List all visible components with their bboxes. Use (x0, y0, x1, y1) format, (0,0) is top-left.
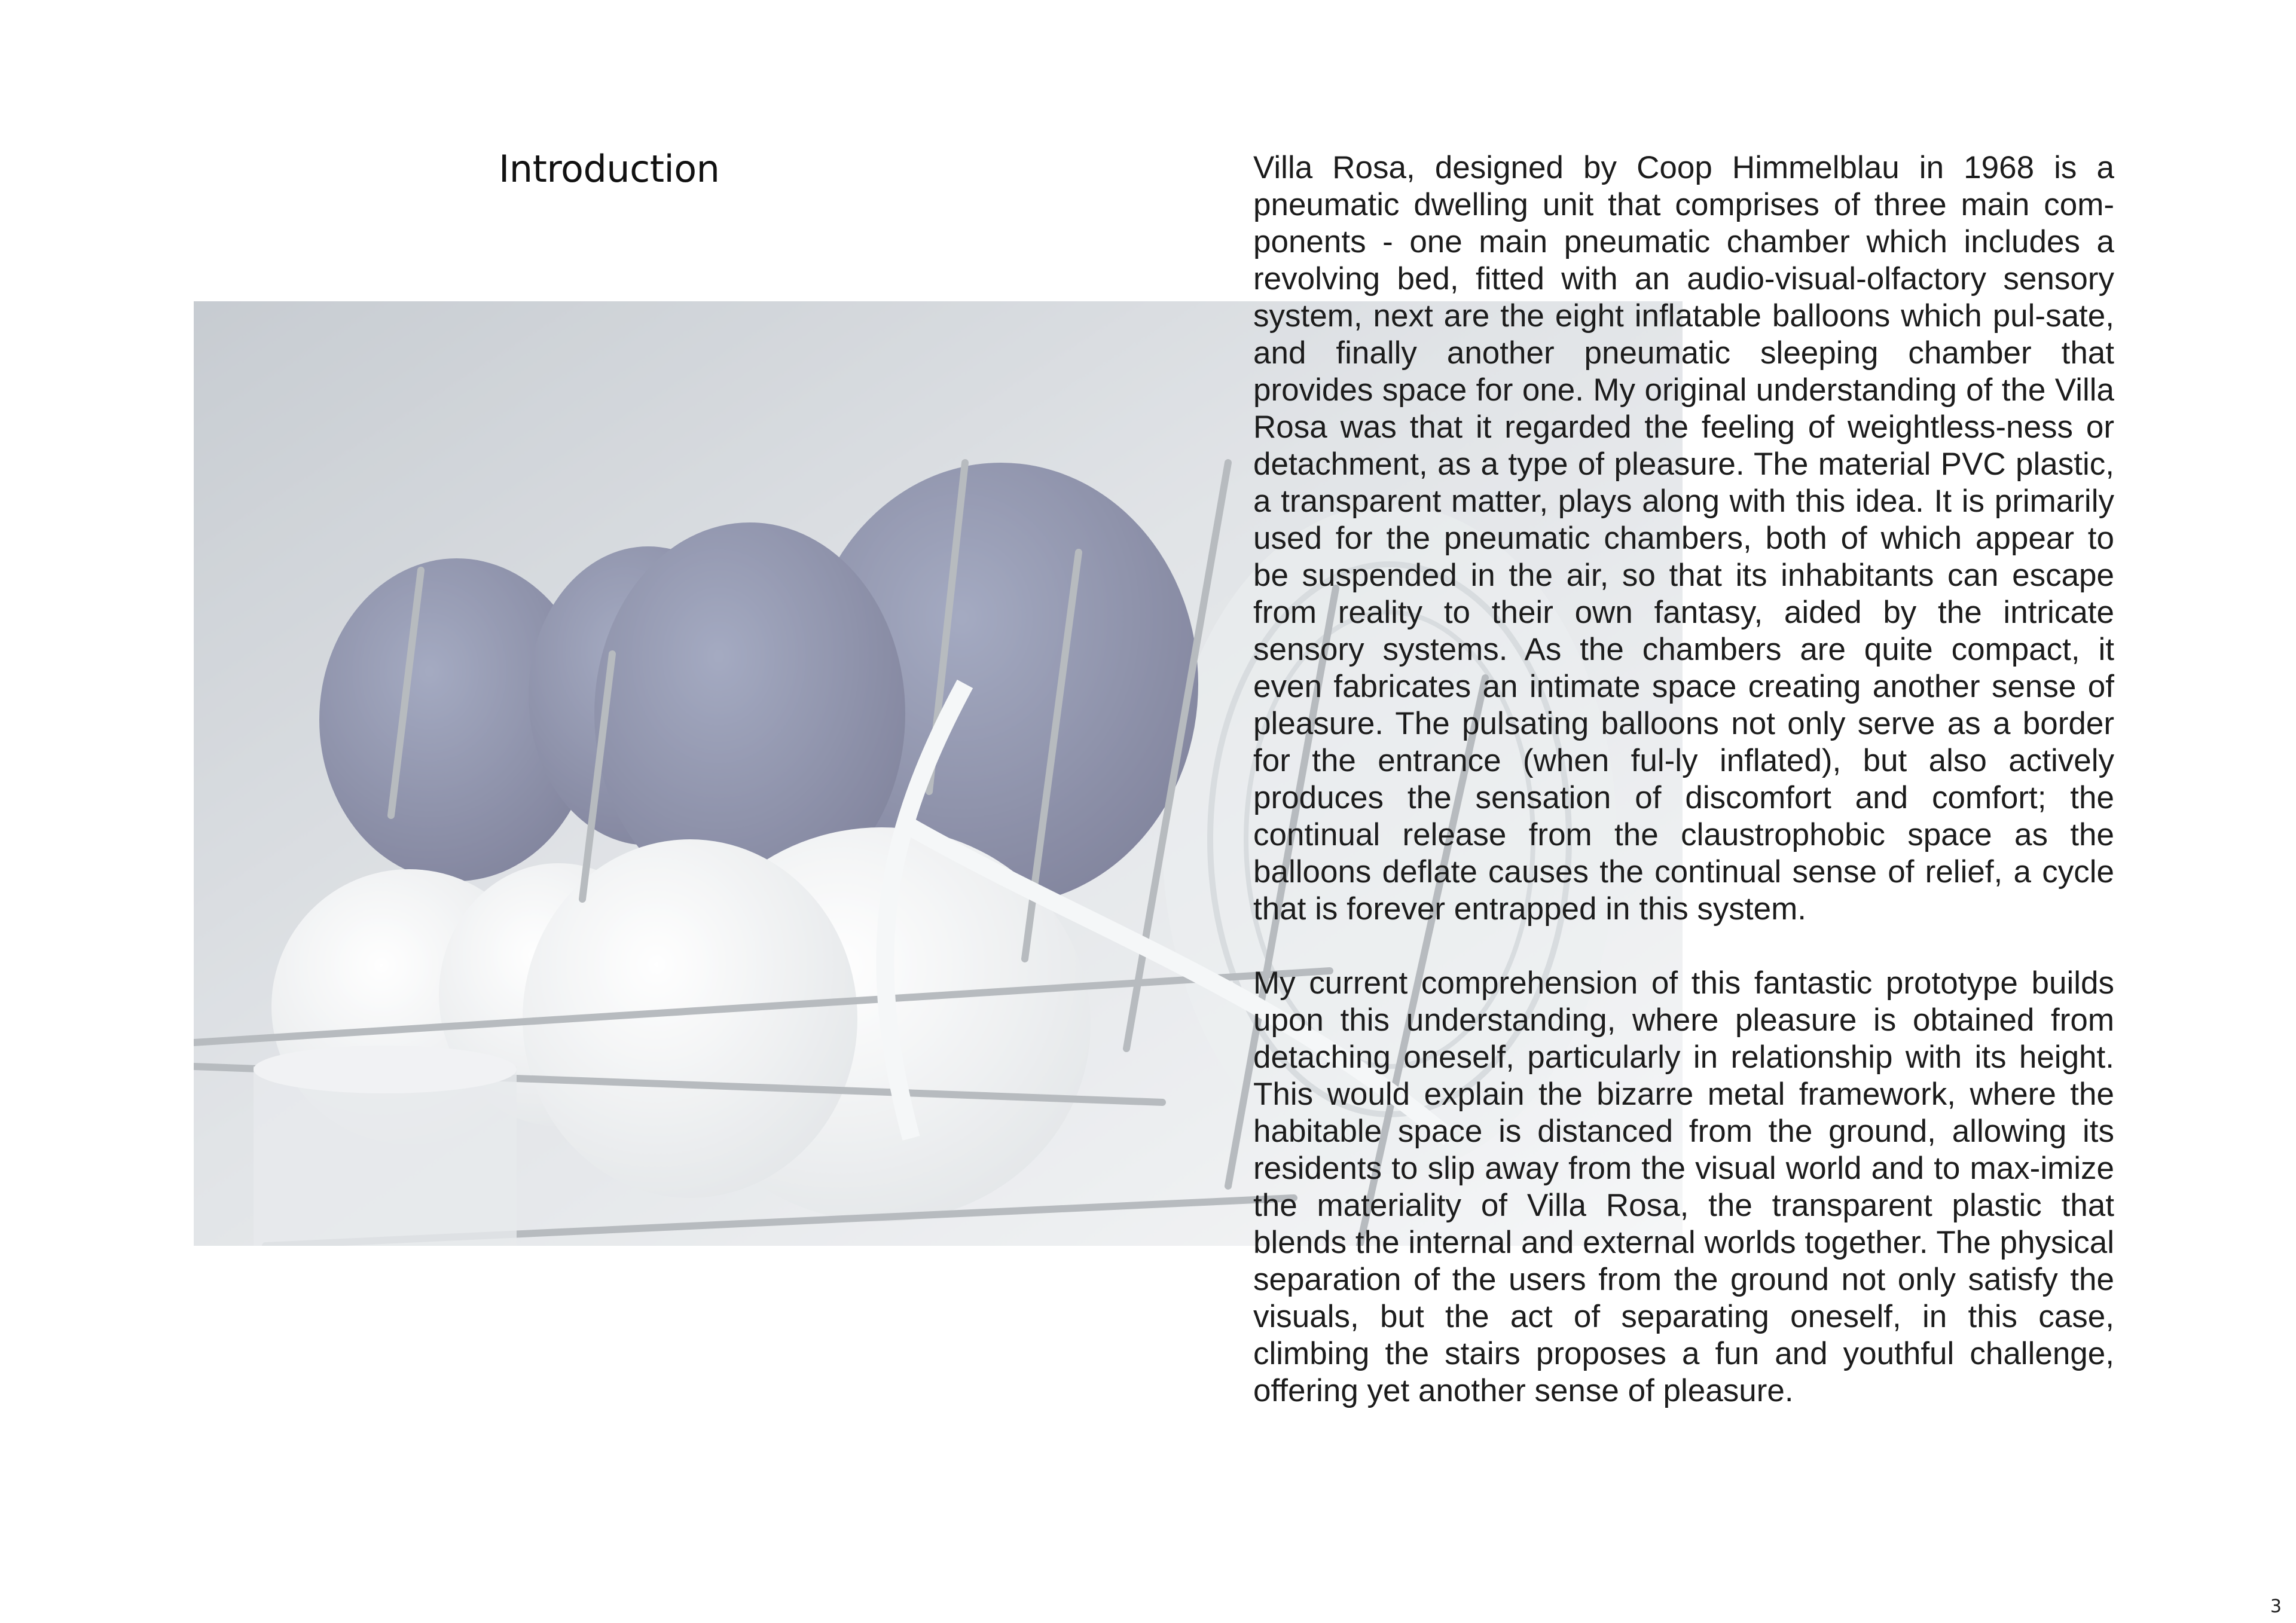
paragraph-1: Villa Rosa, designed by Coop Himmelblau in 1968 is a pneumatic dwelling unit that comprises of three main com-ponents - one main pneumatic chamber which includes a revolving bed, fitted with an audio-visual-olfactory sensory system, next are the eight inflatable balloons which pul-sate, and finally another pneumatic sleeping chamber that provides space for one. My original understanding of the Villa Rosa was that it regarded the feeling of weightless-ness or detachment, as a type of pleasure. The material PVC plastic, a transparent matter, plays along with this idea. It is primarily used for the pneumatic chambers, both of which appear to be suspended in the air, so that its inhabitants can escape from reality to their own fantasy, aided by the intricate sensory systems. As the chambers are quite compact, it even fabricates an intimate space creating another sense of pleasure. The pulsating balloons not only serve as a border for the entrance (when ful-ly inflated), but also actively produces the sensation of discomfort and comfort; the continual release from the claustrophobic space as the balloons deflate causes the continual sense of relief, a cycle that is forever entrapped in this system. (1253, 150, 2114, 927)
body-text (1253, 149, 2114, 1465)
page-number: 3 (2270, 1596, 2282, 1617)
base-jar (254, 1046, 517, 1246)
page-title: Introduction (499, 147, 720, 191)
paragraph-2: My current comprehension of this fantastic prototype builds upon this understanding, where pleasure is obtained from detaching oneself, particularly in relationship with its height. This would explain the bizarre metal framework, where the habitable space is distanced from the ground, allowing its residents to slip away from the visual world and to max-imize the materiality of Villa Rosa, the transparent plastic that blends the internal and external worlds together. The physical separation of the users from the ground not only satisfy the visuals, but the act of separating oneself, in this case, climbing the stairs proposes a fun and youthful challenge, offering yet another sense of pleasure. (1253, 965, 2114, 1408)
